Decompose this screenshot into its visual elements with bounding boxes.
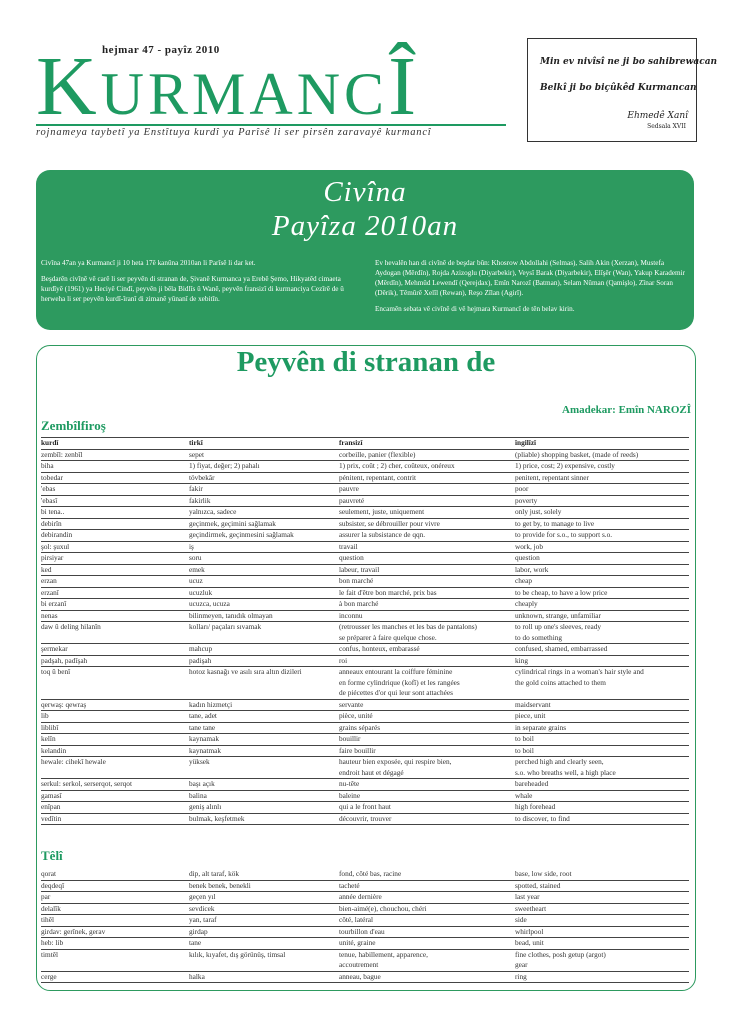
cell-fransizi: bouillir (339, 734, 361, 743)
intro-title-1: Civîna (323, 176, 407, 208)
cell-fransizi: question (339, 553, 364, 562)
cell-kurdi: enîpan (41, 802, 61, 811)
cell-tirki: ucuzluk (189, 587, 213, 597)
intro-title-2: Payîza 2010an (271, 210, 459, 242)
cell-ingilizi: îngilîzî (515, 438, 537, 447)
cell-fransizi: tacheté (339, 880, 360, 890)
cell-ingilizi: only just, solely (515, 507, 562, 516)
cell-tirki: balina (189, 790, 207, 800)
cell-fransizi: qui a le front haut (339, 802, 391, 811)
cell-kurdi: serkul: serkol, serserqot, serqot (41, 779, 132, 788)
quote-line-1: Min ev nivîsî ne ji bo sahibrewacan (540, 57, 718, 67)
cell-kurdi: zembîl: zenbîl (41, 449, 83, 459)
table-row (41, 576, 689, 588)
cell-tirki: fakirlik (189, 495, 211, 505)
table-row (41, 869, 689, 881)
glossary-author: Amadekar: Emîn NAROZÎ (562, 404, 691, 416)
intro-right-paragraph-1: Ev hevalên han di civînê de beşdar bûn: Khosrow Abdollahi (Selmas), Salih Akin (Xerzan), Mustefa Aydogan (Mêrdîn), Rojda Azizoglu (Diyarbekir), Veysî Barak (Diyarbekir), Elîşêr (Wan), Yakup Karademir (Mêrdîn), Mehmûd Lewendî (Qerejdax), Emîn Narozî (Batman), Selam Nûman (Qamişlo), Zînar Soran (Dêrik), Têmûrê Xelîl (Rewan), Reşo Zîlan (Agirî). (375, 259, 685, 297)
table-row (41, 496, 689, 508)
intro-right-paragraph-2: Encamên sebata vê civînê di vê hejmara Kurmancî de tên belav kirin. (375, 305, 575, 313)
cell-tirki: halka (189, 971, 205, 981)
cell-fransizi: à bon marché (339, 599, 379, 608)
cell-ingilizi: question (515, 553, 540, 562)
cell-tirki: yan, taraf (189, 915, 217, 924)
cell-ingilizi: maidservant (515, 699, 551, 709)
cell-fransizi: tourbillon d'eau (339, 926, 385, 936)
intro-right-column (375, 258, 691, 320)
cell-ingilizi: cheaply (515, 599, 538, 608)
cell-ingilizi: high forehead (515, 802, 556, 811)
table-row (41, 881, 689, 893)
cell-fransizi: faire bouillir (339, 745, 376, 755)
cell-fransizi: fond, côté bas, racine (339, 869, 402, 878)
cell-tirki: tövbekâr (189, 472, 215, 482)
glossary-table-1 (41, 437, 689, 825)
cell-ingilizi: whale (515, 790, 533, 800)
cell-fransizi: pauvreté (339, 495, 365, 505)
intro-left-column (41, 258, 359, 310)
cell-kurdi: par (41, 892, 51, 901)
cell-tirki: tane (189, 938, 202, 947)
table-row (41, 972, 689, 984)
cell-ingilizi: sweetheart (515, 903, 547, 913)
cell-kurdi: ked (41, 564, 52, 574)
cell-kurdi: kelandin (41, 745, 67, 755)
cell-tirki: yüksek (189, 757, 210, 766)
table-row (41, 644, 689, 656)
table-row (41, 484, 689, 496)
cell-tirki: ucuzca, ucuza (189, 599, 230, 608)
table-row (41, 622, 689, 644)
cell-ingilizi: king (515, 655, 528, 665)
table-row (41, 473, 689, 485)
cell-fransizi: baleine (339, 790, 361, 800)
table-row (41, 461, 689, 473)
cell-kurdi: tobedar (41, 472, 63, 482)
issue-label: hejmar 47 - payîz 2010 (102, 44, 220, 56)
cell-ingilizi: to boil (515, 734, 534, 743)
cell-tirki: iş (189, 541, 194, 551)
cell-ingilizi: unknown, strange, unfamiliar (515, 610, 601, 620)
cell-ingilizi: whirlpool (515, 926, 544, 936)
table-row (41, 779, 689, 791)
cell-tirki: kaynatmak (189, 745, 222, 755)
cell-kurdi: biha (41, 461, 54, 470)
cell-ingilizi: side (515, 915, 527, 924)
cell-tirki: tirkî (189, 438, 203, 447)
cell-kurdi: debirandin (41, 530, 73, 539)
cell-ingilizi: confused, shamed, embarrassed (515, 644, 608, 653)
cell-ingilizi: poverty (515, 495, 538, 505)
cell-kurdi: heb: lib (41, 938, 64, 947)
table-row (41, 904, 689, 916)
cell-tirki: soru (189, 553, 202, 562)
cell-kurdi: şol: şuxul (41, 541, 70, 551)
cell-ingilizi: bareheaded (515, 779, 549, 788)
cell-tirki: geçinmek, geçimini sağlamak (189, 518, 276, 528)
cell-kurdi: 'ebas (41, 484, 56, 493)
cell-fransizi: bien-aimé(e), chouchou, chéri (339, 903, 427, 913)
table-row (41, 588, 689, 600)
table-row (41, 450, 689, 462)
cell-fransizi: anneau, bague (339, 971, 381, 981)
cell-kurdi: 'ebasî (41, 495, 58, 505)
table-row (41, 700, 689, 712)
cell-fransizi: corbeille, panier (flexible) (339, 449, 416, 459)
table-row (41, 553, 689, 565)
cell-tirki: 1) fiyat, değer; 2) pahalı (189, 461, 260, 470)
cell-ingilizi: to provide for s.o., to support s.o. (515, 530, 613, 539)
cell-tirki: bilinmeyen, tanıdık olmayan (189, 610, 273, 620)
cell-fransizi: grains séparés (339, 722, 381, 732)
cell-kurdi: lib (41, 711, 49, 720)
table-row (41, 814, 689, 826)
cell-kurdi: şermekar (41, 644, 68, 653)
cell-ingilizi: work, job (515, 541, 543, 551)
cell-tirki: emek (189, 564, 205, 574)
cell-tirki: padişah (189, 655, 212, 665)
table-row (41, 950, 689, 972)
cell-kurdi: kelîn (41, 734, 56, 743)
cell-ingilizi: cheap (515, 576, 533, 585)
table-row (41, 746, 689, 758)
cell-fransizi: pièce, unité (339, 711, 373, 720)
table-row (41, 565, 689, 577)
cell-ingilizi: cylindrical rings in a woman's hair style and the gold coins attached to them (515, 667, 644, 687)
table-row (41, 757, 689, 779)
cell-ingilizi: in separate grains (515, 722, 567, 732)
cell-fransizi: année dernière (339, 892, 382, 901)
cell-kurdi: toq û benî (41, 667, 71, 676)
cell-fransizi: seulement, juste, uniquement (339, 507, 425, 516)
kurmanci-logo: KURMANCÎ (36, 40, 421, 133)
cell-fransizi: confus, honteux, embarassé (339, 644, 420, 653)
cell-kurdi: kurdî (41, 438, 59, 447)
table-row (41, 530, 689, 542)
cell-tirki: fakir (189, 484, 203, 493)
cell-tirki: başı açık (189, 779, 215, 788)
tagline: rojnameya taybetî ya Enstîtuya kurdî ya Parîsê li ser pirsên zaravayê kurmancî (36, 124, 506, 138)
cell-kurdi: nenas (41, 610, 58, 620)
cell-tirki: kolları/ paçaları sıvamak (189, 622, 262, 631)
cell-tirki: hotoz kasnağı ve asılı sıra altın dizileri (189, 667, 302, 676)
table-row (41, 734, 689, 746)
cell-fransizi: pénitent, repentant, contrit (339, 472, 416, 482)
quote-century: Sedsala XVII (647, 123, 686, 130)
cell-fransizi: labeur, travail (339, 564, 380, 574)
table-row (41, 611, 689, 623)
intro-left-paragraph-1: Civîna 47an ya Kurmancî ji 10 heta 17ê kanûna 2010an li Parîsê li dar ket. (41, 259, 256, 267)
table-row (41, 927, 689, 939)
cell-ingilizi: penitent, repentant sinner (515, 472, 589, 482)
cell-kurdi: timtêl (41, 949, 59, 959)
cell-ingilizi: piece, unit (515, 711, 546, 720)
cell-fransizi: inconnu (339, 610, 363, 620)
cell-tirki: dip, alt taraf, kök (189, 869, 240, 878)
cell-tirki: yalnızca, sadece (189, 507, 237, 516)
cell-kurdi: pirsiyar (41, 553, 64, 562)
cell-kurdi: daw û deling hilanîn (41, 622, 101, 631)
cell-fransizi: tenue, habillement, apparence, accoutrement (339, 949, 428, 969)
glossary-table-2 (41, 869, 689, 983)
cell-ingilizi: labor, work (515, 564, 549, 574)
cell-kurdi: bi tena.. (41, 507, 65, 516)
cell-fransizi: (retrousser les manches et les bas de pantalons) se préparer à faire quelque chose. (339, 622, 477, 642)
cell-kurdi: padşah, padîşah (41, 655, 88, 665)
cell-ingilizi: to discover, to find (515, 813, 570, 823)
quote-author: Ehmedê Xanî (627, 111, 688, 121)
cell-kurdi: qorat (41, 869, 56, 878)
cell-tirki: benek benek, benekli (189, 880, 251, 890)
cell-fransizi: côté, latéral (339, 915, 374, 924)
cell-fransizi: pauvre (339, 484, 359, 493)
cell-fransizi: roi (339, 655, 348, 665)
cell-fransizi: bon marché (339, 576, 374, 585)
intro-panel (36, 170, 694, 330)
table-row (41, 892, 689, 904)
cell-ingilizi: (pliable) shopping basket, (made of reeds) (515, 449, 639, 459)
cell-tirki: geniş alınlı (189, 802, 222, 811)
cell-fransizi: découvrir, trouver (339, 813, 392, 823)
cell-fransizi: unité, graine (339, 938, 376, 947)
cell-kurdi: cerge (41, 971, 57, 981)
cell-kurdi: hewale: cihekî hewale (41, 757, 106, 766)
table-row (41, 519, 689, 531)
cell-tirki: geçindirmek, geçinmesini sağlamak (189, 530, 294, 539)
table-row (41, 915, 689, 927)
cell-ingilizi: to be cheap, to have a low price (515, 587, 608, 597)
cell-ingilizi: to boil (515, 745, 534, 755)
cell-fransizi: fransizî (339, 438, 363, 447)
cell-ingilizi: perched high and clearly seen, s.o. who breaths well, a high place (515, 757, 616, 777)
cell-kurdi: erzanî (41, 587, 59, 597)
cell-kurdi: bi erzanî (41, 599, 67, 608)
table-row (41, 802, 689, 814)
cell-kurdi: gamasî (41, 790, 62, 800)
cell-fransizi: assurer la subsistance de qqn. (339, 530, 426, 539)
cell-kurdi: liblibî (41, 722, 59, 732)
cell-ingilizi: fine clothes, posh getup (argot) gear (515, 949, 606, 969)
glossary-title: Peyvên di stranan de (236, 346, 496, 378)
cell-ingilizi: bead, unit (515, 938, 544, 947)
table-row (41, 507, 689, 519)
table-row (41, 656, 689, 668)
cell-tirki: geçen yıl (189, 892, 216, 901)
quote-line-2: Belkî ji bo biçûkêd Kurmancan (540, 83, 697, 93)
cell-tirki: girdap (189, 926, 208, 936)
cell-tirki: sevdicek (189, 903, 215, 913)
quote-box (527, 38, 718, 142)
section-title-zembilfiros: Zembîlfiroş (41, 418, 106, 433)
table-row (41, 599, 689, 611)
cell-ingilizi: to roll up one's sleeves, ready to do something (515, 622, 602, 642)
intro-left-paragraph-2: Beşdarên civînê vê carê li ser peyvên di stranan de, Şivanê Kurmanca ya Erebê Şemo, Hikyatêd cimaeta kurdîyê (1961) ya Heciyê Cindî, peyvên ji bêla Bidlîs û Wanê, peyvên fransizî di kurmanciya Cezîrê de û herweha li ser peyvên kurdî-îranî di zimanê yûnanî de xebitîn. (41, 275, 344, 303)
section-title-teli: Têlî (41, 848, 63, 863)
cell-tirki: ucuz (189, 576, 203, 585)
table-row (41, 723, 689, 735)
cell-ingilizi: spotted, stained (515, 880, 561, 890)
table-row (41, 938, 689, 950)
cell-kurdi: qerwaş: qewraş (41, 699, 87, 709)
cell-kurdi: vedîtin (41, 813, 62, 823)
glossary-panel (36, 345, 696, 991)
cell-kurdi: erzan (41, 576, 57, 585)
cell-ingilizi: ring (515, 971, 527, 981)
cell-fransizi: hauteur bien exposée, qui respire bien, endroit haut et dégagé (339, 757, 452, 777)
cell-ingilizi: last year (515, 892, 540, 901)
cell-tirki: tane tane (189, 722, 216, 732)
cell-ingilizi: to get by, to manage to live (515, 518, 595, 528)
table-row (41, 711, 689, 723)
cell-tirki: sepet (189, 449, 204, 459)
cell-fransizi: nu-tête (339, 779, 360, 788)
cell-ingilizi: 1) price, cost; 2) expensive, costly (515, 461, 615, 470)
table-header-row (41, 437, 689, 450)
cell-kurdi: deqdeqî (41, 880, 65, 890)
cell-tirki: kılık, kıyafet, dış görünüş, timsal (189, 949, 286, 959)
cell-tirki: bulmak, keşfetmek (189, 813, 245, 823)
cell-fransizi: anneaux entourant la coiffure féminine en forme cylindrique (kofî) et les rangées de piécettes d'or qui leur sont attachées (339, 667, 460, 697)
cell-ingilizi: poor (515, 484, 529, 493)
cell-tirki: kadın hizmetçi (189, 699, 233, 709)
cell-fransizi: servante (339, 699, 364, 709)
cell-ingilizi: base, low side, root (515, 869, 572, 878)
cell-fransizi: subsister, se débrouiller pour vivre (339, 518, 440, 528)
masthead (36, 40, 506, 140)
cell-fransizi: 1) prix, coût ; 2) cher, coûteux, onéreux (339, 461, 455, 470)
cell-fransizi: travail (339, 541, 358, 551)
cell-kurdi: tihêl (41, 915, 54, 924)
cell-tirki: kaynamak (189, 734, 219, 743)
table-row (41, 791, 689, 803)
cell-fransizi: le fait d'être bon marché, prix bas (339, 587, 437, 597)
cell-kurdi: delalîk (41, 903, 61, 913)
table-row (41, 542, 689, 554)
cell-tirki: mahcup (189, 644, 213, 653)
cell-tirki: tane, adet (189, 711, 217, 720)
cell-kurdi: girdav: gerînek, gerav (41, 926, 106, 936)
table-row (41, 667, 689, 700)
cell-kurdi: debirîn (41, 518, 62, 528)
